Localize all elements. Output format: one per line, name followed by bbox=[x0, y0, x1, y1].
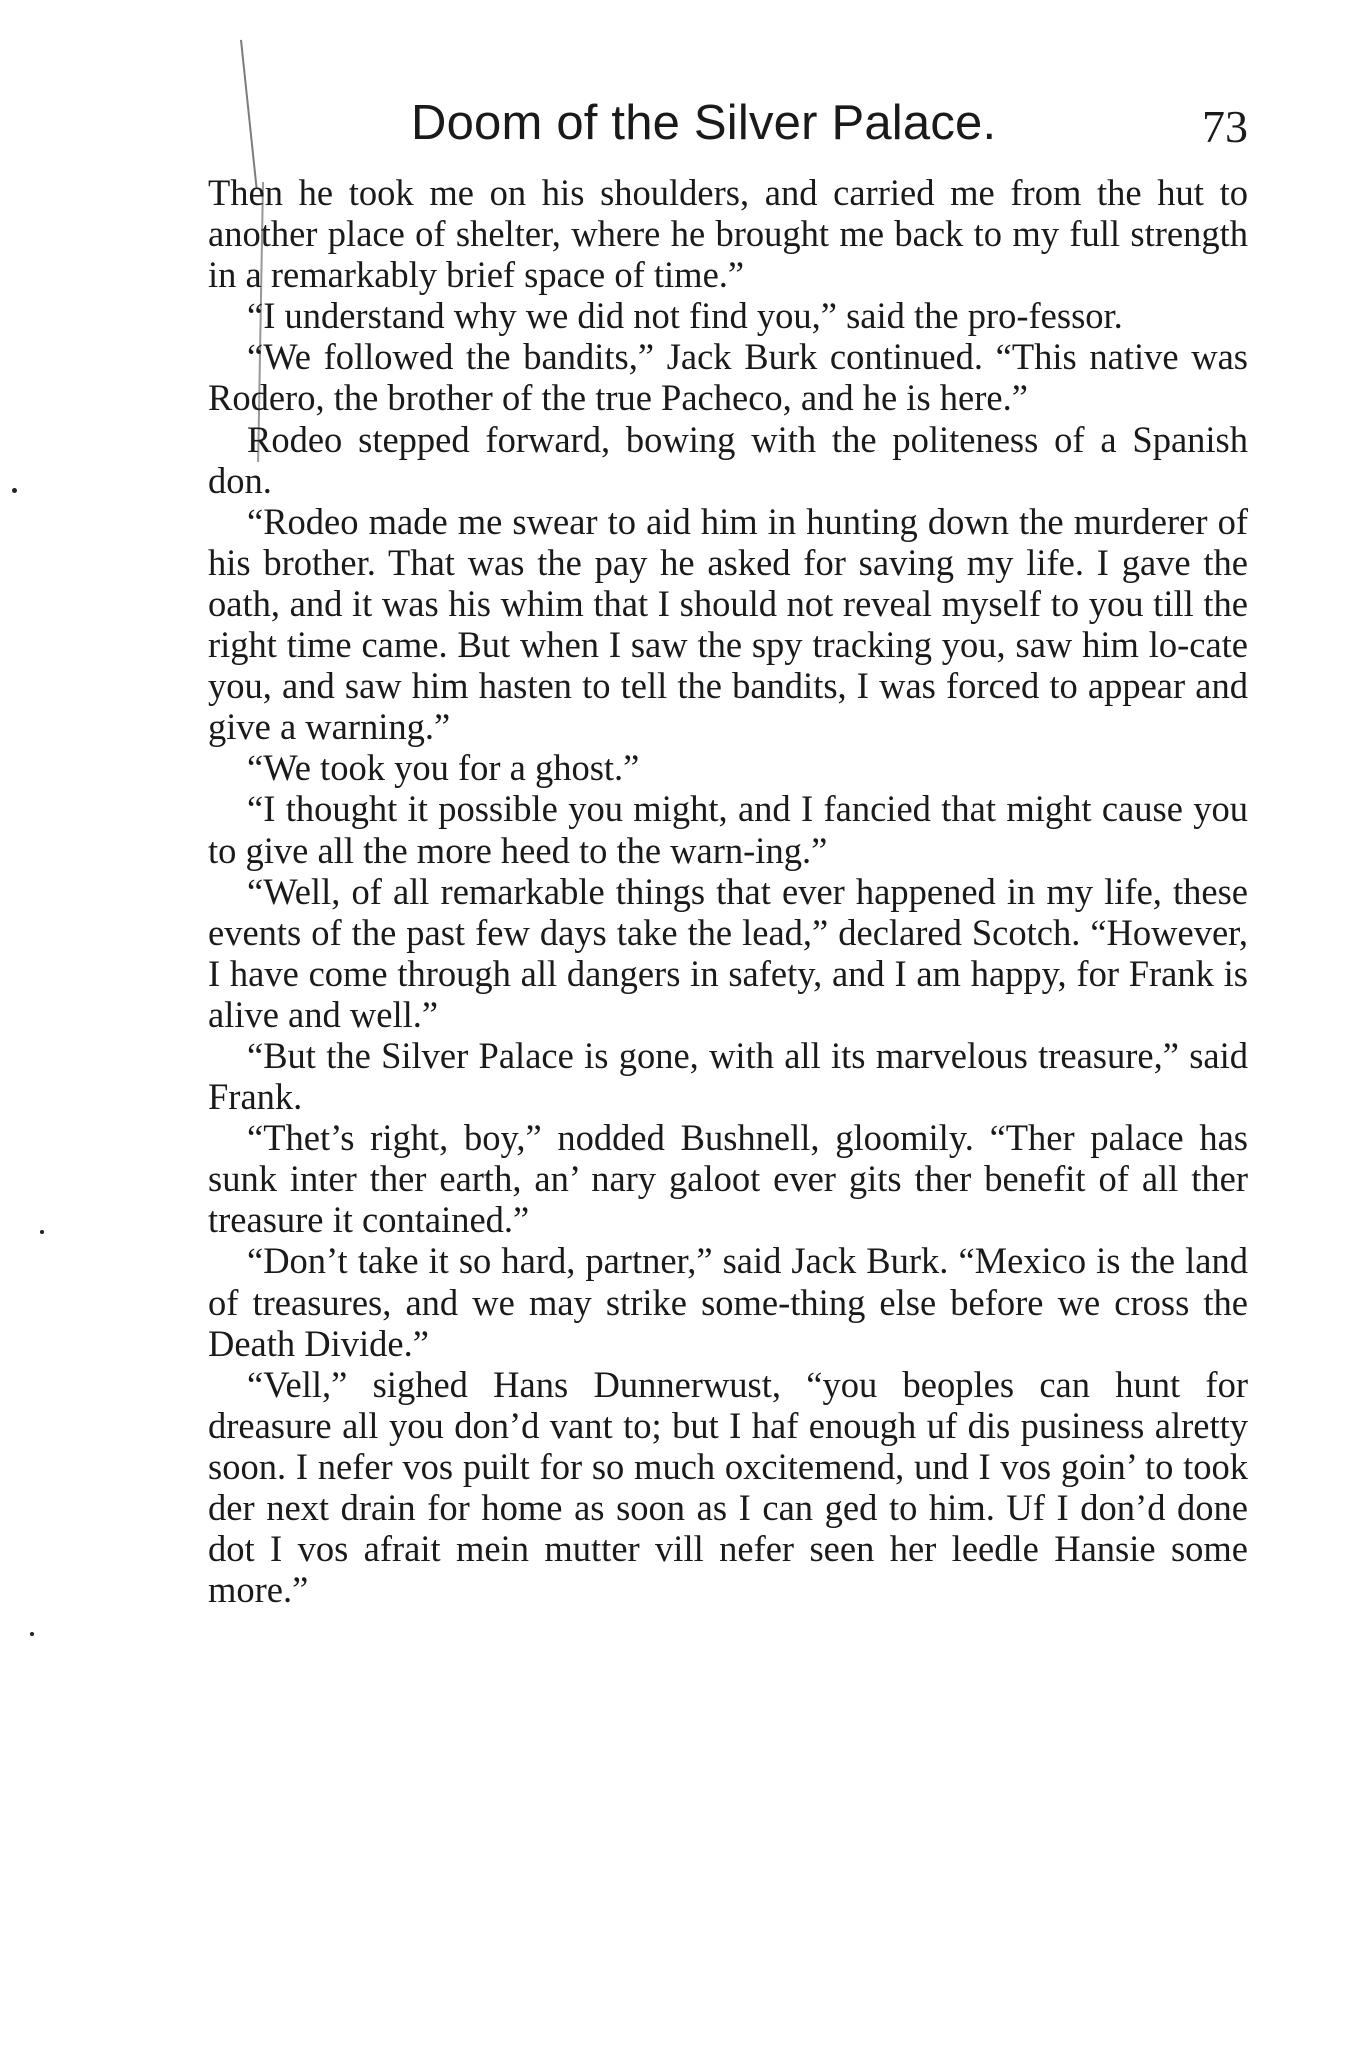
page-speck bbox=[12, 488, 17, 493]
paragraph: “I thought it possible you might, and I fancied that might cause you to give all the more heed to the warn-ing.” bbox=[208, 788, 1248, 871]
paragraph: Then he took me on his shoulders, and carried me from the hut to another place of shelter, where he brought me back to my full strength in a remarkably brief space of time.” bbox=[208, 172, 1248, 296]
paragraph: Rodeo stepped forward, bowing with the politeness of a Spanish don. bbox=[208, 418, 1248, 501]
paragraph: “We followed the bandits,” Jack Burk continued. “This native was Rodero, the brother of the true Pacheco, and he is here.” bbox=[208, 336, 1248, 419]
paragraph: “Rodeo made me swear to aid him in hunting down the murderer of his brother. That was the pay he asked for saving my life. I gave the oath, and it was his whim that I should not reveal myself to you till the right time came. But when I saw the spy tracking you, saw him lo-cate you, and saw him hasten to tell the bandits, I was forced to appear and give a warning.” bbox=[208, 500, 1248, 748]
running-title: Doom of the Silver Palace. bbox=[411, 96, 997, 150]
running-head bbox=[208, 88, 1248, 158]
paragraph: “Vell,” sighed Hans Dunnerwust, “you beoples can hunt for dreasure all you don’d vant to; but I haf enough uf dis pusiness alretty soon. I nefer vos puilt for so much oxcitemend, und I vos goin’ to took der next drain for home as soon as I can ged to him. Uf I don’d done dot I vos afrait mein mutter vill nefer seen her leedle Hansie some more.” bbox=[208, 1363, 1248, 1611]
body-text bbox=[208, 172, 1248, 1610]
paragraph: “Well, of all remarkable things that ever happened in my life, these events of the past few days take the lead,” declared Scotch. “However, I have come through all dangers in safety, and I am happy, for Frank is alive and well.” bbox=[208, 870, 1248, 1035]
paragraph: “I understand why we did not find you,” said the pro-fessor. bbox=[247, 295, 1123, 337]
paragraph: “We took you for a ghost.” bbox=[247, 747, 640, 789]
page-speck bbox=[40, 1230, 44, 1234]
page-number: 73 bbox=[1202, 101, 1248, 152]
paragraph: “Thet’s right, boy,” nodded Bushnell, gloomily. “Ther palace has sunk inter ther earth, an’ nary galoot ever gits ther benefit of all ther treasure it contained.” bbox=[208, 1117, 1248, 1241]
paragraph: “Don’t take it so hard, partner,” said Jack Burk. “Mexico is the land of treasures, and we may strike some-thing else before we cross the Death Divide.” bbox=[208, 1240, 1248, 1364]
paragraph: “But the Silver Palace is gone, with all its marvelous treasure,” said Frank. bbox=[208, 1034, 1248, 1118]
page-speck bbox=[30, 1632, 34, 1636]
